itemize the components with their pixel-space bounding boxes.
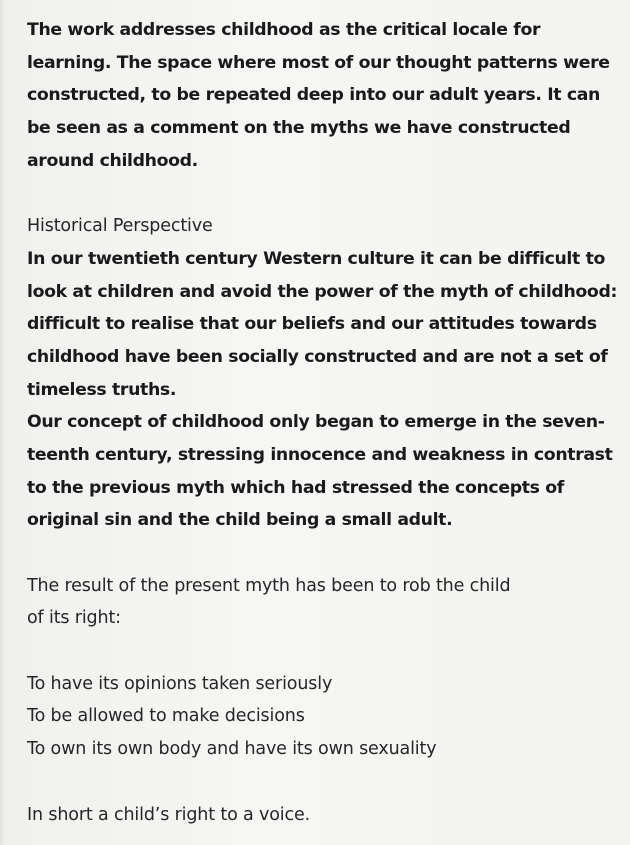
historical-paragraph-1 bbox=[27, 243, 623, 406]
article-text bbox=[27, 14, 623, 831]
intro-line: be seen as a comment on the myths we have constructed bbox=[27, 118, 571, 139]
historical-line: timeless truths. bbox=[27, 379, 177, 400]
historical-line: In our twentieth century Western culture it can be difficult to bbox=[27, 248, 606, 269]
result-paragraph bbox=[27, 570, 623, 635]
historical-line: look at children and avoid the power of the myth of childhood: bbox=[27, 281, 618, 302]
page-shadow-edge bbox=[0, 0, 6, 845]
conclusion-line: In short a child’s right to a voice. bbox=[27, 804, 310, 825]
paragraph-spacer bbox=[27, 537, 623, 570]
historical-line: difficult to realise that our beliefs and our attitudes towards bbox=[27, 314, 597, 335]
historical-line: teenth century, stressing innocence and weakness in contrast bbox=[27, 444, 613, 465]
intro-line: The work addresses childhood as the critical locale for bbox=[27, 20, 541, 40]
section-heading: Historical Perspective bbox=[27, 216, 213, 237]
historical-line: to the previous myth which had stressed the concepts of bbox=[27, 477, 564, 498]
result-line: The result of the present myth has been to rob the child bbox=[27, 575, 511, 596]
intro-line: learning. The space where most of our thought patterns were bbox=[27, 52, 610, 73]
historical-line: Our concept of childhood only began to emerge in the seven- bbox=[27, 412, 605, 433]
result-line: of its right: bbox=[27, 608, 121, 629]
paragraph-spacer bbox=[27, 635, 623, 668]
rights-item: To be allowed to make decisions bbox=[27, 706, 305, 727]
rights-item: To own its own body and have its own sexuality bbox=[27, 739, 437, 760]
paragraph-spacer bbox=[27, 177, 623, 210]
historical-line: childhood have been socially constructed and are not a set of bbox=[27, 346, 608, 367]
rights-item: To have its opinions taken seriously bbox=[27, 673, 333, 694]
intro-line: constructed, to be repeated deep into our adult years. It can bbox=[27, 85, 601, 106]
historical-paragraph-2 bbox=[27, 406, 623, 537]
intro-line: around childhood. bbox=[27, 150, 198, 171]
paragraph-spacer bbox=[27, 766, 623, 799]
historical-line: original sin and the child being a small adult. bbox=[27, 510, 453, 531]
rights-list bbox=[27, 668, 623, 766]
intro-paragraph bbox=[27, 14, 623, 177]
